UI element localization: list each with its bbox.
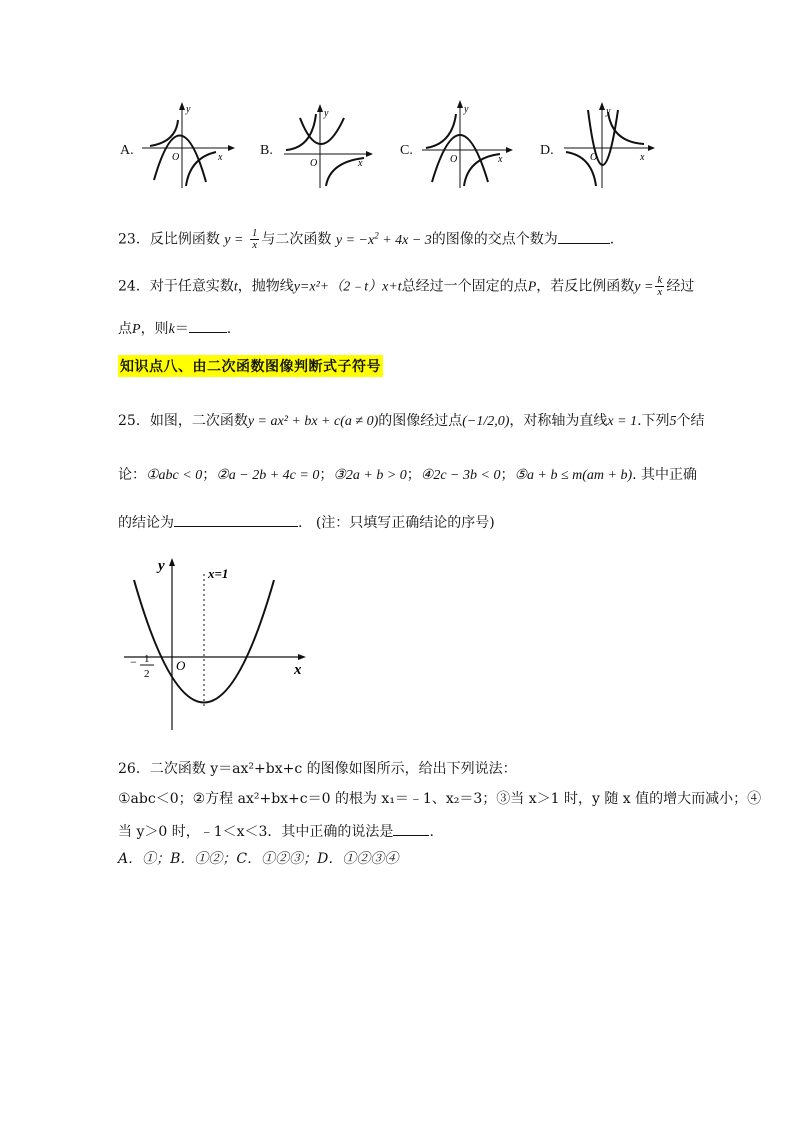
question-25 bbox=[118, 412, 705, 431]
q24-line2f: . bbox=[226, 321, 232, 337]
q24-t: t bbox=[233, 279, 238, 295]
q25-expr: y = ax² + bx + c(a ≠ 0) bbox=[247, 414, 379, 429]
q23-text1: 反比例函数 bbox=[149, 231, 220, 248]
question-26-line3 bbox=[118, 821, 434, 841]
q25-text4: .下列 bbox=[637, 413, 670, 429]
option-b-o: O bbox=[310, 158, 318, 169]
question-26-line2: ①abc＜0；②方程 ax²+bx+c＝0 的根为 x₁＝﹣1、x₂＝3；③当 x＞1 时，y 随 x 值的增大而减小；④ bbox=[118, 791, 762, 807]
q24-line2a: 点 bbox=[118, 321, 132, 337]
section-heading: 知识点八、由二次函数图像判断式子符号 bbox=[118, 355, 383, 377]
q24-text1: 对于任意实数 bbox=[149, 278, 234, 295]
q24-number: 24． bbox=[118, 278, 150, 295]
option-b-x: x bbox=[358, 158, 363, 169]
q24-line2d: k bbox=[168, 322, 175, 337]
option-a-o: O bbox=[172, 152, 180, 163]
q25-graph-half-den: 2 bbox=[144, 668, 150, 680]
q25-line3c: (注：只填写正确结论的序号) bbox=[315, 515, 495, 531]
q24-expr: y=x²+（2﹣t）x+t bbox=[293, 279, 402, 295]
q24-line2b: P bbox=[132, 322, 141, 337]
q24-text2: ，抛物线 bbox=[237, 278, 294, 295]
question-24 bbox=[118, 275, 694, 298]
q23-fraction bbox=[250, 228, 260, 251]
option-a-x: x bbox=[218, 152, 223, 163]
q25-c4: ④2c − 3b < 0 bbox=[420, 468, 501, 483]
q24-text4: ，若反比例函数 bbox=[536, 278, 635, 295]
q25-line2-prefix: 论： bbox=[118, 467, 146, 483]
option-a-graph bbox=[140, 100, 240, 190]
q24-frac-den: x bbox=[657, 286, 663, 298]
option-d-x: x bbox=[640, 152, 645, 163]
q25-graph-half-num: 1 bbox=[144, 653, 150, 665]
q23-text2: 与二次函数 bbox=[261, 231, 332, 248]
q25-c5: ⑤a + b ≤ m(am + b) bbox=[514, 468, 633, 483]
q24-line2c: ，则 bbox=[140, 321, 169, 337]
q25-parabola-graph bbox=[120, 550, 320, 740]
q23-text4: . bbox=[609, 231, 615, 248]
q24-answer-blank[interactable] bbox=[189, 318, 227, 333]
q25-text1: 如图，二次函数 bbox=[149, 413, 248, 429]
option-d-o: O bbox=[590, 152, 598, 163]
q25-c1: ①abc < 0 bbox=[146, 468, 203, 483]
question-23 bbox=[118, 226, 614, 251]
question-24-line2 bbox=[118, 318, 231, 339]
q23-quadratic: $y = -x^2 + 4x - 3$ bbox=[335, 230, 432, 248]
option-c-label: C. bbox=[400, 143, 413, 158]
option-b-y: y bbox=[324, 108, 329, 119]
q25-answer-blank[interactable] bbox=[174, 512, 298, 527]
q25-text2: 的图像经过点 bbox=[378, 413, 463, 429]
q25-text5: 个结 bbox=[676, 413, 705, 429]
q24-text3: 总经过一个固定的点 bbox=[401, 278, 528, 295]
q25-text3: ，对称轴为直线 bbox=[509, 413, 608, 429]
q25-axis: x = 1 bbox=[607, 414, 638, 429]
q24-P: P bbox=[527, 279, 537, 295]
option-a-y: y bbox=[186, 104, 191, 115]
q23-text3: 的图像的交点个数为 bbox=[431, 231, 558, 248]
q24-text5: 经过 bbox=[666, 278, 695, 295]
option-b-graph bbox=[282, 100, 382, 190]
q24-y: y = bbox=[634, 279, 654, 295]
q25-line3a: 的结论为 bbox=[118, 515, 174, 531]
q25-point: (−1/2,0) bbox=[462, 414, 510, 429]
q24-line2e: ＝ bbox=[174, 321, 189, 337]
q26-line3-end: . bbox=[429, 824, 434, 840]
q25-c3: ③2a + b > 0 bbox=[333, 468, 407, 483]
option-d-label: D. bbox=[540, 143, 554, 158]
question-25-line2: 论：①abc < 0；②a − 2b + 4c = 0；③2a + b > 0；④2c − 3b < 0；⑤a + b ≤ m(am + b). 其中正确 bbox=[118, 467, 698, 483]
q23-y: y = bbox=[224, 232, 244, 248]
q25-line3b: . bbox=[298, 515, 303, 531]
question-26-line1: 26．二次函数 y＝ax²+bx+c 的图像如图所示，给出下列说法： bbox=[118, 761, 517, 777]
q23-frac-num: 1 bbox=[251, 227, 258, 240]
q23-number: 23． bbox=[118, 231, 150, 248]
q24-frac-num: k bbox=[657, 274, 663, 286]
option-c-graph bbox=[420, 100, 520, 190]
option-c-o: O bbox=[450, 154, 458, 165]
option-c-x: x bbox=[498, 154, 503, 165]
option-c-y: y bbox=[464, 104, 469, 115]
option-b-label: B. bbox=[260, 143, 273, 158]
question-25-line3 bbox=[118, 512, 495, 532]
q25-five: 5 bbox=[669, 414, 677, 429]
q25-graph-x: x bbox=[294, 662, 302, 678]
option-d-graph bbox=[562, 100, 662, 190]
q25-graph-axis-label: x=1 bbox=[208, 566, 229, 581]
question-26-options: A．①；B．①②；C．①②③；D．①②③④ bbox=[118, 851, 399, 867]
q25-graph-o: O bbox=[176, 658, 186, 673]
q25-number: 25． bbox=[118, 413, 150, 429]
q25-c2: ②a − 2b + 4c = 0 bbox=[216, 468, 320, 483]
q25-line2-suffix: . 其中正确 bbox=[632, 467, 698, 483]
q25-graph-y: y bbox=[158, 558, 165, 574]
q26-line3-text: 当 y＞0 时，﹣1＜x＜3．其中正确的说法是 bbox=[118, 824, 394, 840]
option-a-label: A. bbox=[120, 143, 134, 158]
q25-graph-minus: − bbox=[130, 655, 137, 669]
q23-frac-den: x bbox=[252, 239, 258, 252]
q24-fraction bbox=[655, 275, 664, 298]
q23-answer-blank[interactable] bbox=[558, 229, 610, 244]
option-d-y: y bbox=[606, 106, 611, 117]
q26-answer-blank[interactable] bbox=[393, 821, 429, 836]
